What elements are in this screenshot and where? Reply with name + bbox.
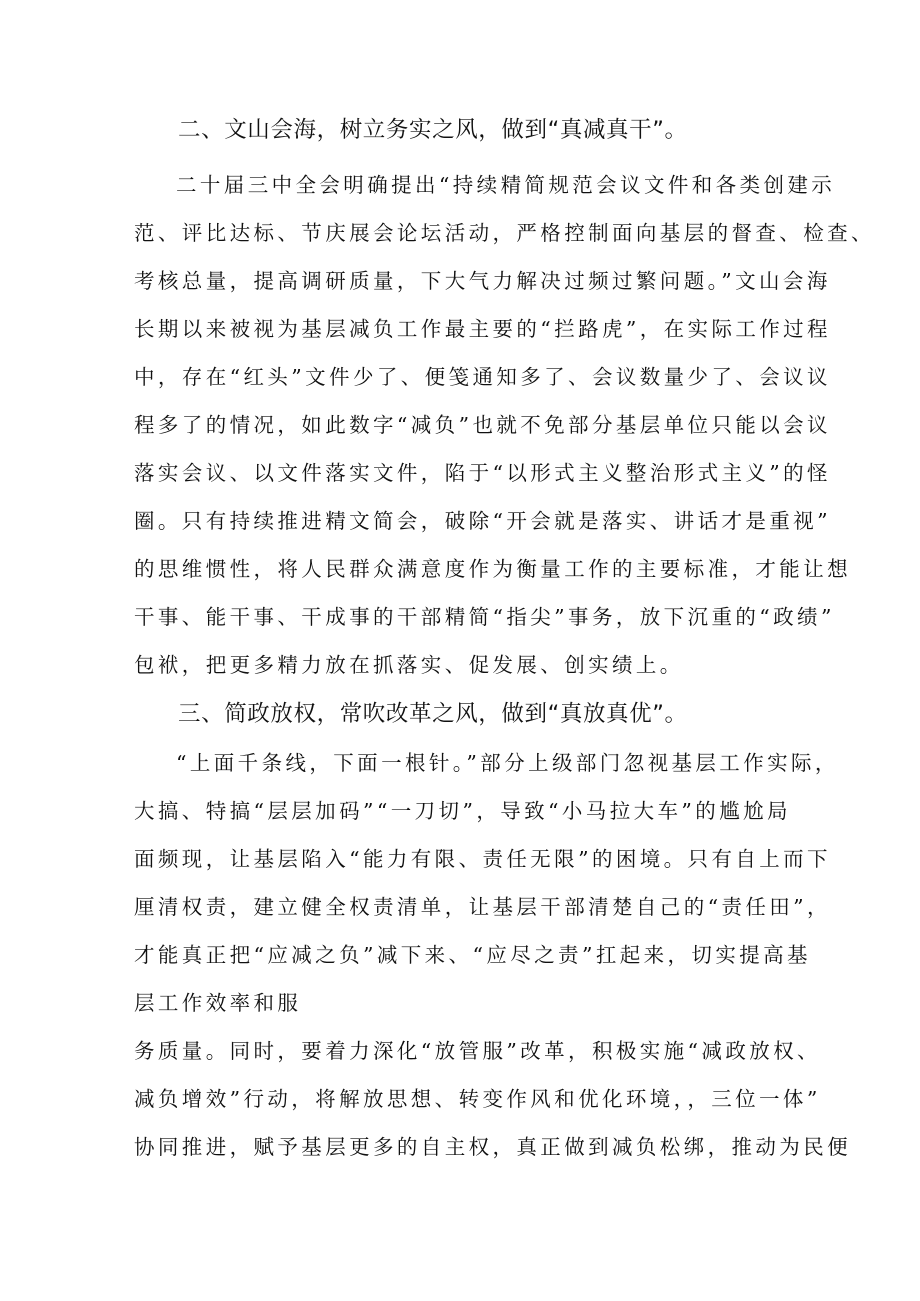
- paragraph-line: 考核总量，提高调研质量，下大气力解决过频过繁问题。”文山会海: [134, 269, 831, 293]
- paragraph-line: 厘清权责，建立健全权责清单，让基层干部清楚自己的“责任田”，: [134, 895, 831, 919]
- paragraph-line: 范、评比达标、节庆展会论坛活动，严格控制面向基层的督查、检查、: [134, 221, 875, 245]
- paragraph-line: 程多了的情况，如此数字“减负”也就不免部分基层单位只能以会议: [134, 413, 831, 437]
- paragraph-line: “上面千条线，下面一根针。”部分上级部门忽视基层工作实际，: [176, 751, 839, 775]
- section-heading-3: 三、简政放权，常吹改革之风，做到“真放真优”。: [178, 701, 688, 727]
- paragraph-line: 务质量。同时，要着力深化“放管服”改革，积极实施“减政放权、: [134, 1039, 821, 1063]
- paragraph-line: 才能真正把“应减之负”减下来、“应尽之责”扛起来，切实提高基: [134, 943, 811, 967]
- paragraph-line: 减负增效”行动，将解放思想、转变作风和优化环境，，三位一体”: [134, 1087, 821, 1111]
- paragraph-line: 层工作效率和服: [134, 991, 302, 1015]
- section-heading-2: 二、文山会海，树立务实之风，做到“真减真干”。: [178, 117, 688, 143]
- paragraph-line: 包袱，把更多精力放在抓落实、促发展、创实绩上。: [134, 653, 684, 677]
- paragraph-line: 圈。只有持续推进精文简会，破除“开会就是落实、讲话才是重视”: [134, 509, 831, 533]
- paragraph-line: 长期以来被视为基层减负工作最主要的“拦路虎”，在实际工作过程: [134, 317, 831, 341]
- paragraph-line: 大搞、特搞“层层加码”“一刀切”，导致“小马拉大车”的尴尬局: [134, 799, 791, 823]
- paragraph-line: 面频现，让基层陷入“能力有限、责任无限”的困境。只有自上而下: [134, 847, 831, 871]
- paragraph-line: 中，存在“红头”文件少了、便笺通知多了、会议数量少了、会议议: [134, 365, 831, 389]
- paragraph-line: 二十届三中全会明确提出“持续精简规范会议文件和各类创建示: [176, 173, 836, 197]
- paragraph-line: 干事、能干事、干成事的干部精简“指尖”事务，放下沉重的“政绩”: [134, 605, 835, 629]
- paragraph-line: 协同推进，赋予基层更多的自主权，真正做到减负松绑，推动为民便: [134, 1135, 851, 1159]
- paragraph-line: 的思维惯性，将人民群众满意度作为衡量工作的主要标准，才能让想: [134, 557, 851, 581]
- paragraph-line: 落实会议、以文件落实文件，陷于“以形式主义整治形式主义”的怪: [134, 461, 831, 485]
